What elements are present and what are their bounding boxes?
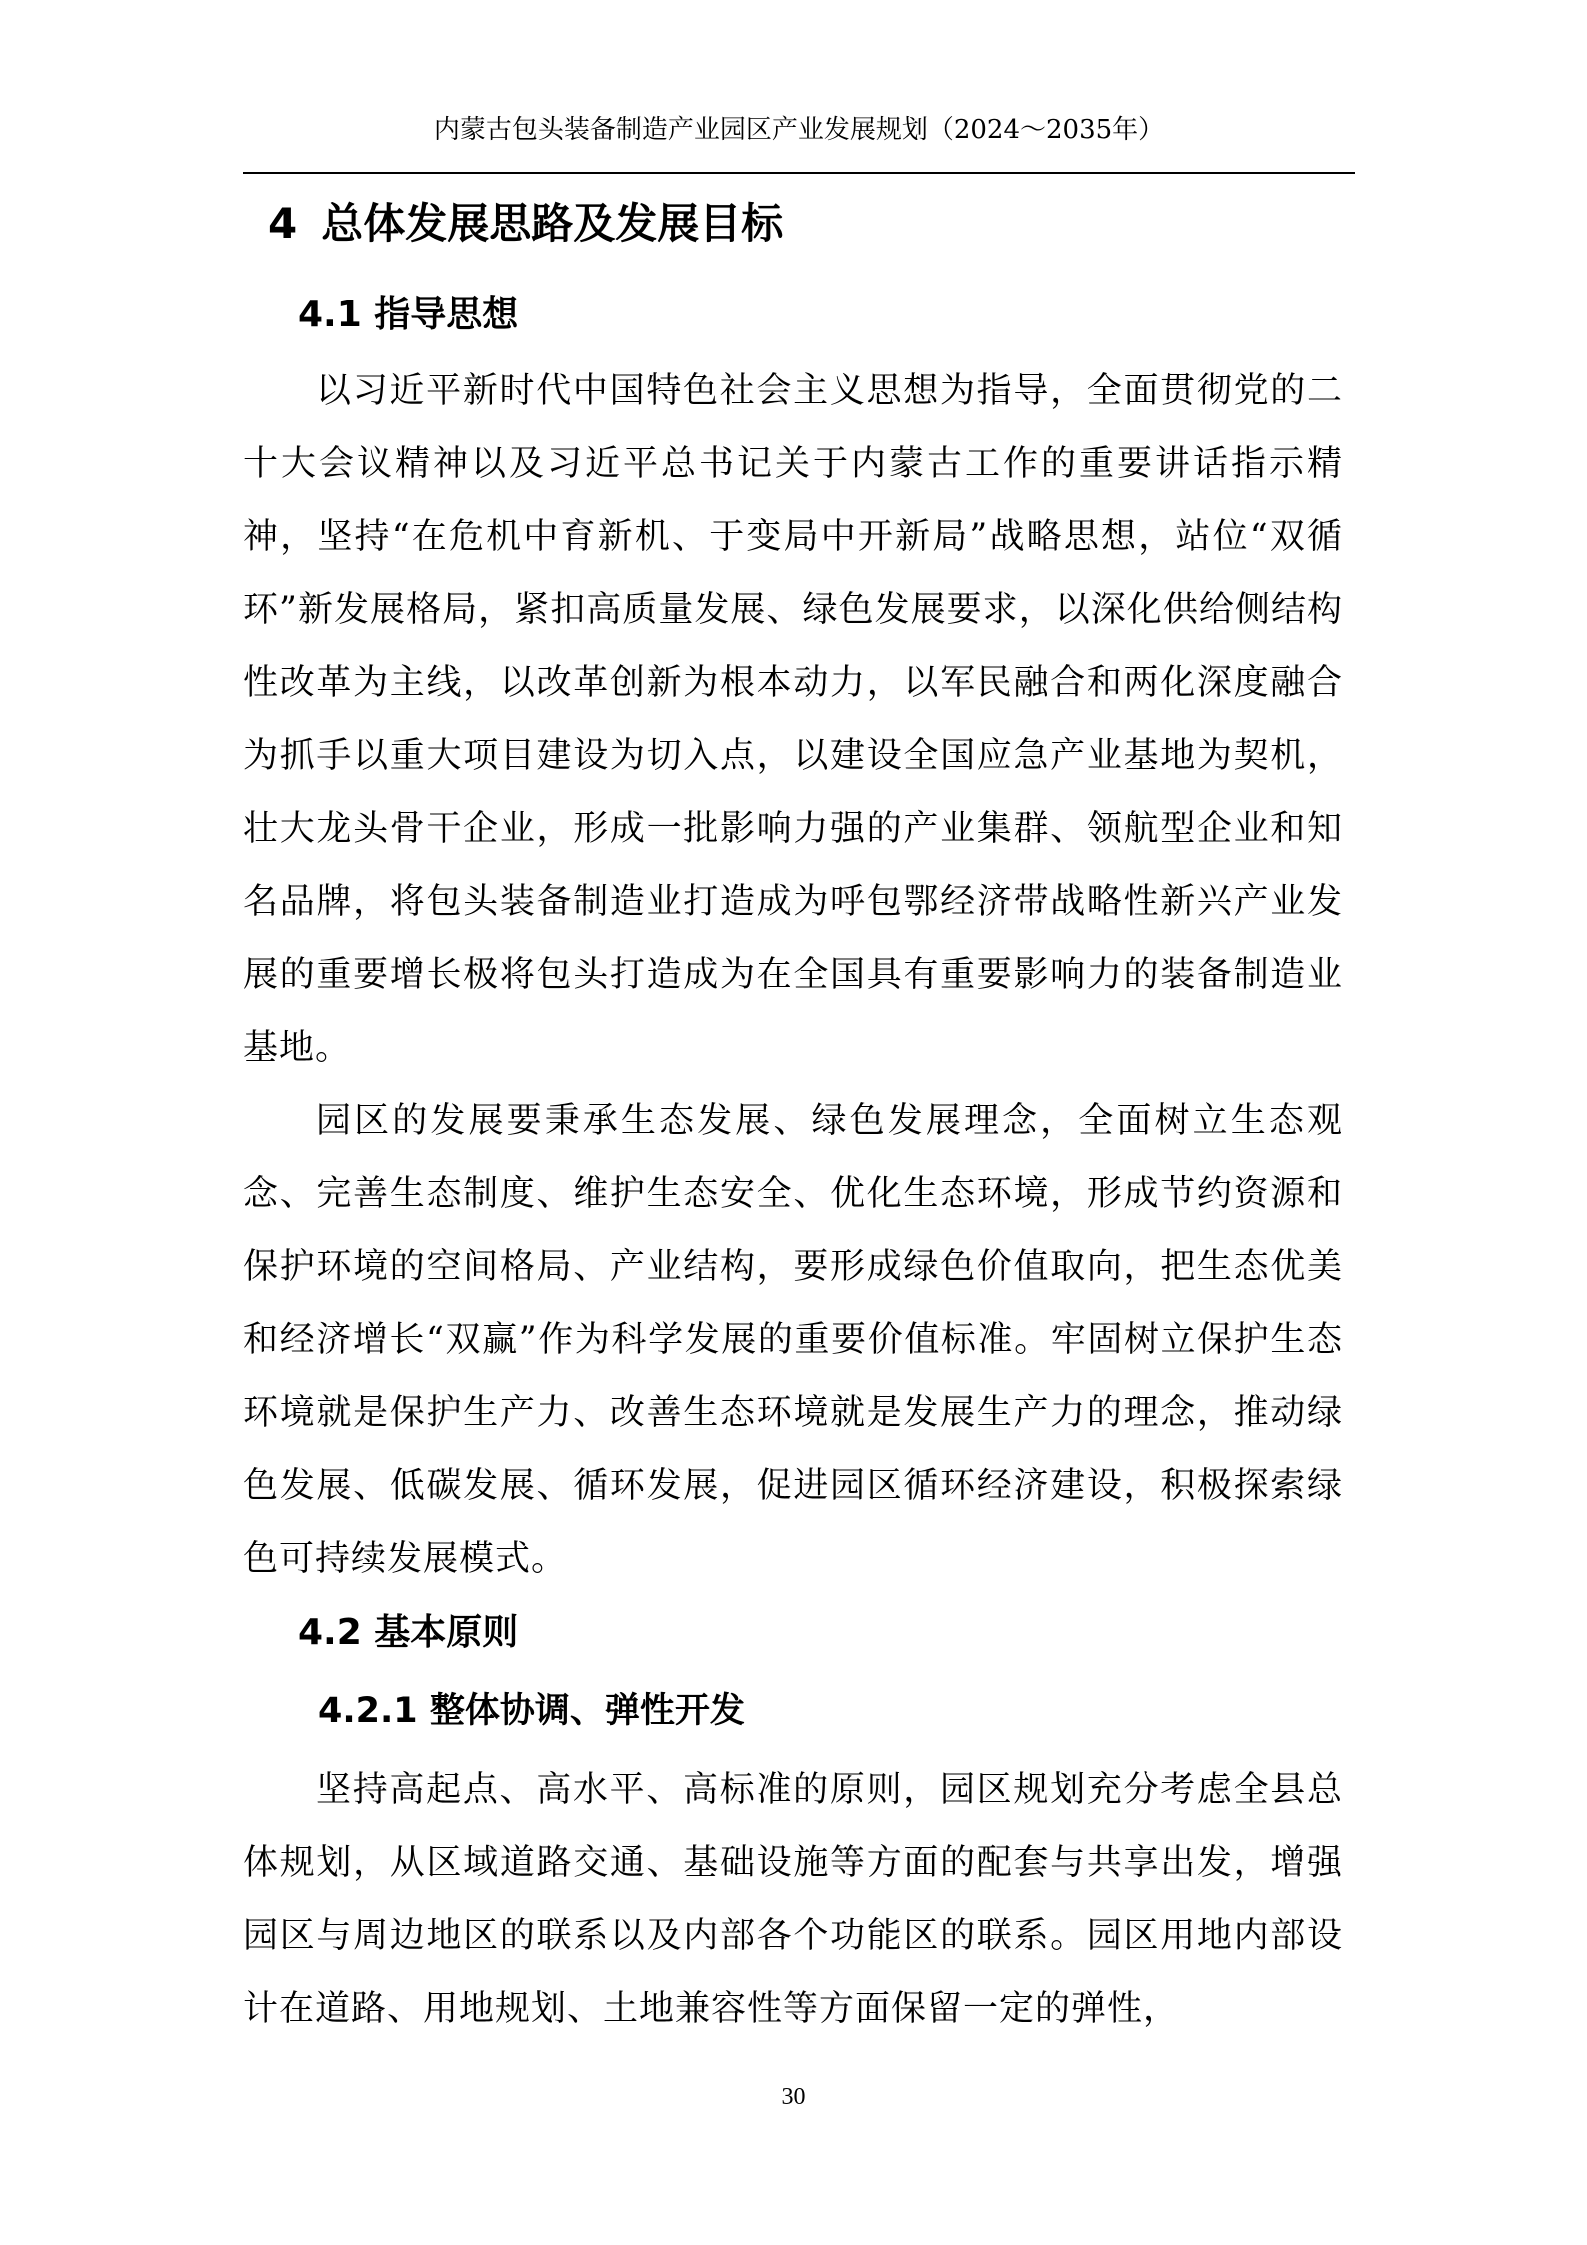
header-title: 内蒙古包头装备制造产业园区产业发展规划（2024～2035年） xyxy=(433,115,1165,145)
chapter-title: 总体发展思路及发展目标 xyxy=(321,199,784,248)
chapter-number: 4 xyxy=(268,199,298,248)
section-heading-4-2: 4.2 基本原则 xyxy=(298,1612,519,1653)
page-number: 30 xyxy=(781,2084,806,2110)
paragraph-ecological-development: 园区的发展要秉承生态发展、绿色发展理念，全面树立生态观念、完善生态制度、维护生态安全、优化生态环境，形成节约资源和保护环境的空间格局、产业结构，要形成绿色价值取向，把生态优美和经济增长“双赢”作为科学发展的重要价值标准。牢固树立保护生态环境就是保护生产力、改善生态环境就是发展生产力的理念，推动绿色发展、低碳发展、循环发展，促进园区循环经济建设，积极探索绿色可持续发展模式。 xyxy=(243,1101,1343,1579)
paragraph-guiding-ideology: 以习近平新时代中国特色社会主义思想为指导，全面贯彻党的二十大会议精神以及习近平总书记关于内蒙古工作的重要讲话指示精神，坚持“在危机中育新机、于变局中开新局”战略思想，站位“双循环”新发展格局，紧扣高质量发展、绿色发展要求，以深化供给侧结构性改革为主线，以改革创新为根本动力，以军民融合和两化深度融合为抓手以重大项目建设为切入点，以建设全国应急产业基地为契机，壮大龙头骨干企业，形成一批影响力强的产业集群、领航型企业和知名品牌，将包头装备制造业打造成为呼包鄂经济带战略性新兴产业发展的重要增长极将包头打造成为在全国具有重要影响力的装备制造业基地。 xyxy=(243,371,1343,1068)
section-heading-4-1: 4.1 指导思想 xyxy=(298,294,519,335)
paragraph-overall-coordination: 坚持高起点、高水平、高标准的原则，园区规划充分考虑全县总体规划，从区域道路交通、基础设施等方面的配套与共享出发，增强园区与周边地区的联系以及内部各个功能区的联系。园区用地内部设计在道路、用地规划、土地兼容性等方面保留一定的弹性， xyxy=(243,1770,1343,2029)
running-header xyxy=(243,112,1355,174)
subsection-heading-4-2-1: 4.2.1 整体协调、弹性开发 xyxy=(318,1691,745,1731)
chapter-heading xyxy=(268,196,783,252)
